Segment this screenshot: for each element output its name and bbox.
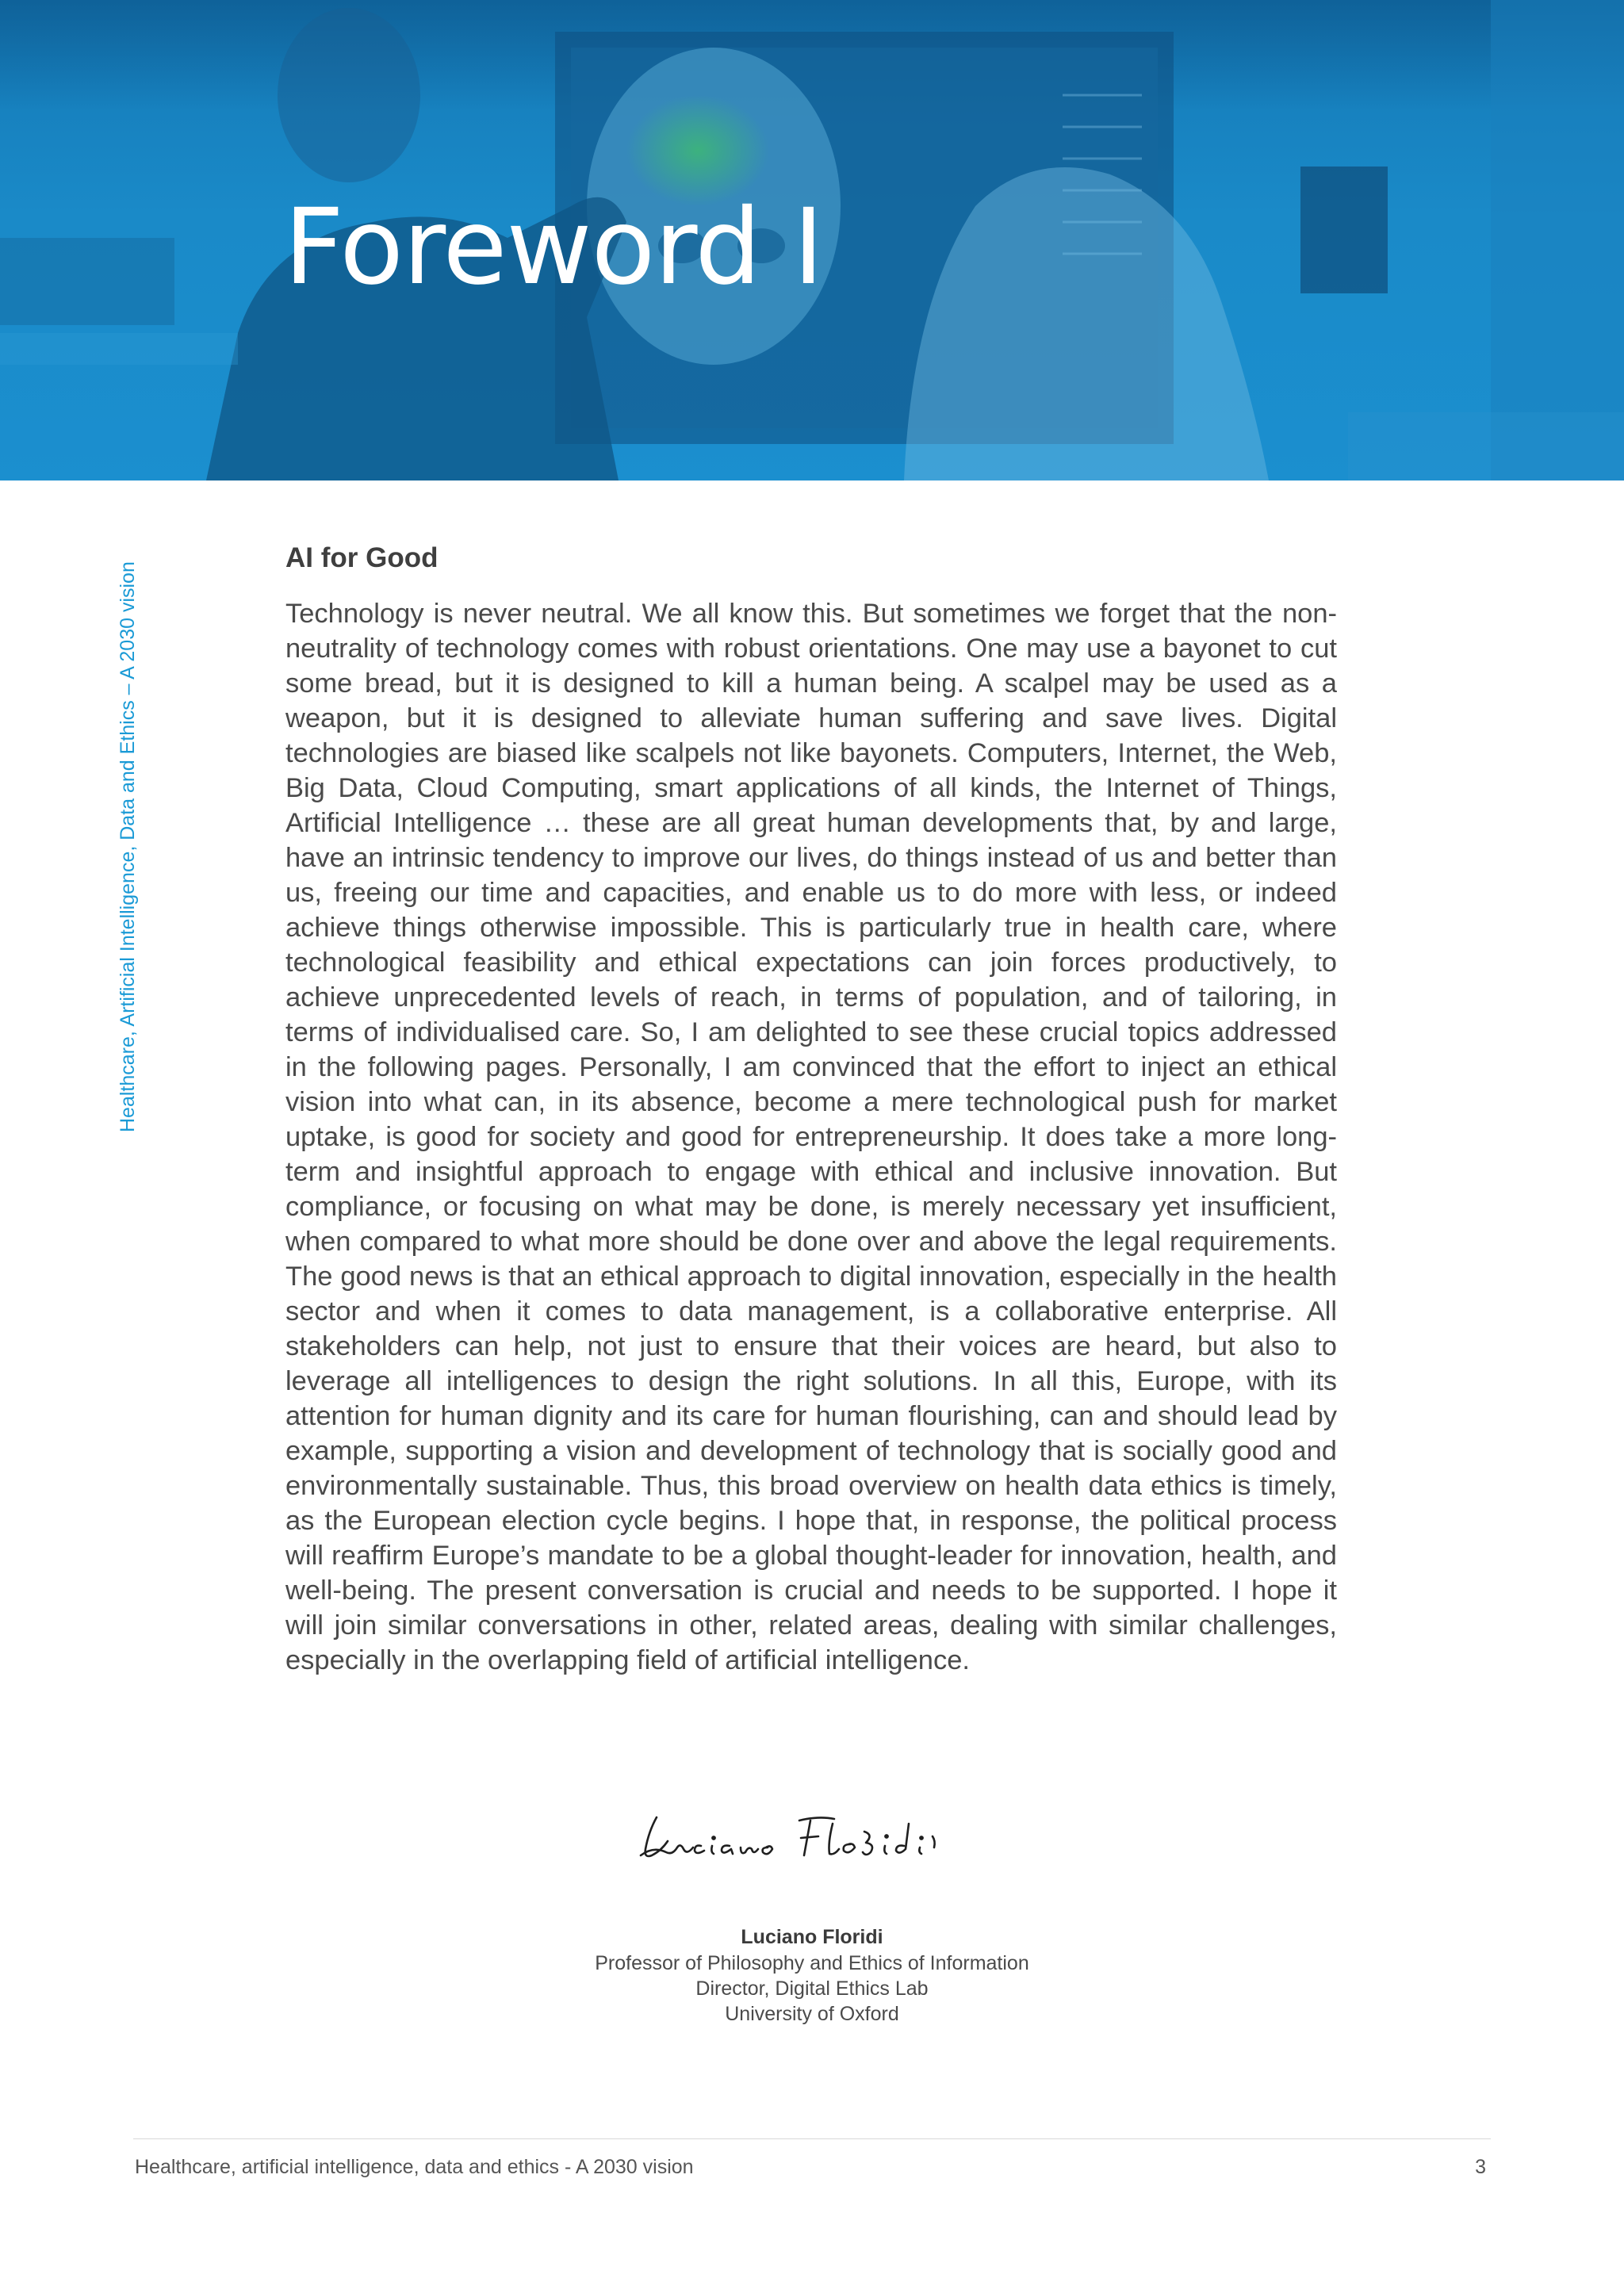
signature-image (634, 1800, 983, 1871)
footer-title: Healthcare, artificial intelligence, data and ethics - A 2030 vision (135, 2156, 694, 2178)
section-heading: AI for Good (285, 542, 439, 573)
footer-divider (133, 2138, 1491, 2139)
handwritten-signature (634, 1800, 983, 1875)
page-title: Foreword I (284, 186, 823, 308)
author-role: Director, Digital Ethics Lab (695, 1977, 929, 2000)
author-title: Professor of Philosophy and Ethics of Information (595, 1952, 1029, 1974)
page-number: 3 (1475, 2156, 1486, 2178)
author-affiliation: University of Oxford (725, 2003, 899, 2025)
author-name: Luciano Floridi (741, 1926, 883, 1948)
signature-block (495, 1924, 1129, 2027)
side-running-title: Healthcare, Artificial Intelligence, Data and Ethics – A 2030 vision (117, 561, 139, 1132)
header-banner (0, 0, 1624, 480)
body-paragraph: Technology is never neutral. We all know this. But sometimes we forget that the non-neutrality of technology comes with robust orientations. One may use a bayonet to cut some bread, but it is designed to kill a human being. A scalpel may be used as a weapon, but it is designed to alleviate human suffering and save lives. Digital technologies are biased like scalpels not like bayonets. Computers, Internet, the Web, Big Data, Cloud Computing, smart applications of all kinds, the Internet of Things, Artificial Intelligence … these are all great human developments that, by and large, have an intrinsic tendency to improve our lives, do things instead of us and better than us, freeing our time and capacities, and enable us to do more with less, or indeed achieve things otherwise impossible. This is particularly true in health care, where technological feasibility and ethical expectations can join forces productively, to achieve unprecedented levels of reach, in terms of population, and of tailoring, in terms of individualised care. So, I am delighted to see these crucial topics addressed in the following pages. Personally, I am convinced that the effort to inject an ethical vision into what can, in its absence, become a mere technological push for market uptake, is good for society and good for entrepreneurship. It does take a more long-term and insightful approach to engage with ethical and inclusive innovation. But compliance, or focusing on what may be done, is merely necessary yet insufficient, when compared to what more should be done over and above the legal requirements. The good news is that an ethical approach to digital innovation, especially in the health sector and when it comes to data management, is a collaborative enterprise. All stakeholders can help, not just to ensure that their voices are heard, but also to leverage all intelligences to design the right solutions. In all this, Europe, with its attention for human dignity and its care for human flourishing, can and should lead by example, supporting a vision and development of technology that is socially good and environmentally sustainable. Thus, this broad overview on health data ethics is timely, as the European election cycle begins. I hope that, in response, the political process will reaffirm Europe’s mandate to be a global thought-leader for innovation, health, and well-being. The present conversation is crucial and needs to be supported. I hope it will join similar conversations in other, related areas, dealing with similar challenges, especially in the overlapping field of artificial intelligence. (285, 599, 1337, 1675)
